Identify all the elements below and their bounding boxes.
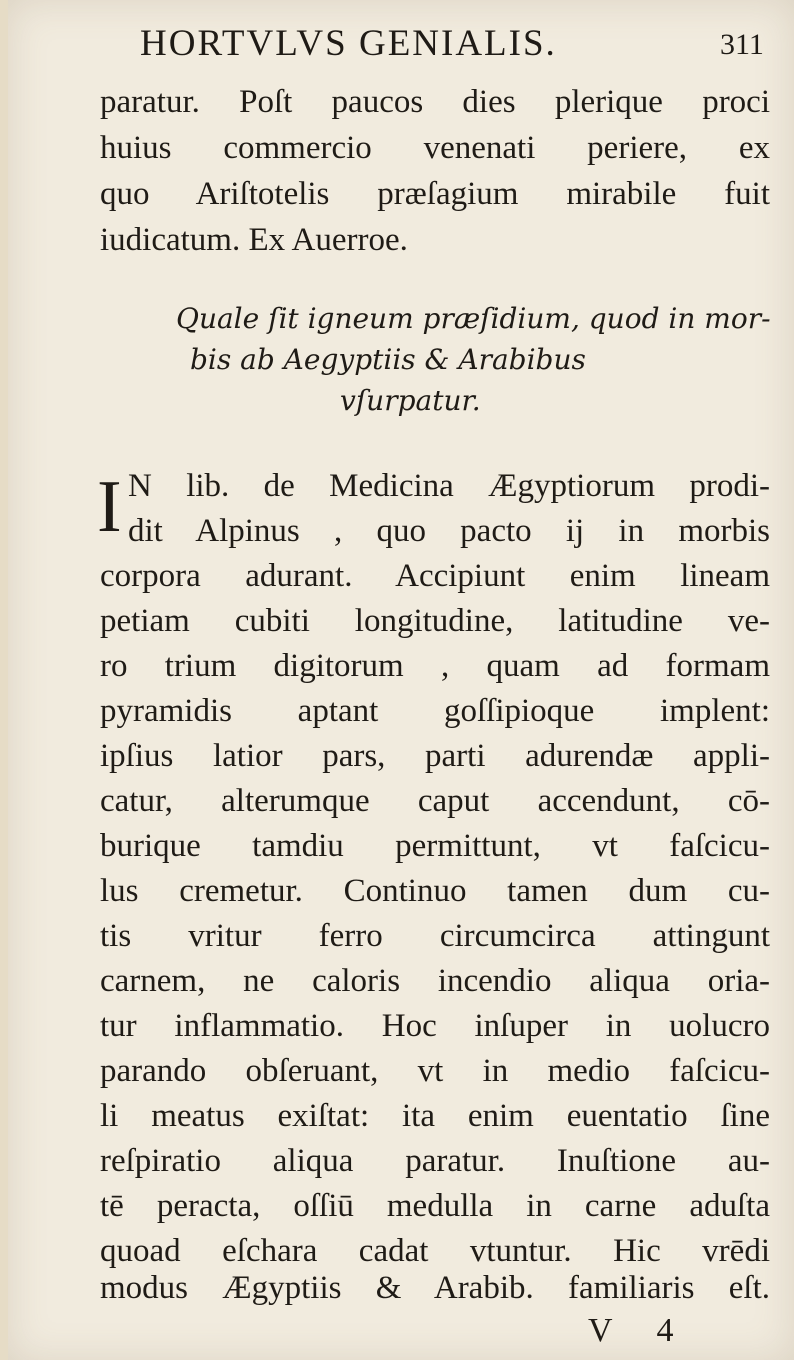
page-edge-bottom <box>0 1360 800 1366</box>
paragraph-2-line: tē peracta, oſſiū medulla in carne aduſta <box>100 1188 770 1224</box>
paragraph-2-line: burique tamdiu permittunt, vt faſcicu- <box>100 828 770 864</box>
section-heading-line: bis ab Aegyptiis & Arabibus <box>190 343 586 376</box>
running-title: HORTVLVS GENIALIS. <box>140 23 557 64</box>
catchword-signature: V 4 <box>588 1312 692 1349</box>
paragraph-1-line: quo Ariſtotelis præſagium mirabile fuit <box>100 176 770 212</box>
paragraph-1-line: huius commercio venenati periere, ex <box>100 130 770 166</box>
paragraph-2-line: petiam cubiti longitudine, latitudine ve- <box>100 603 770 639</box>
paragraph-2-line: ro trium digitorum , quam ad formam <box>100 648 770 684</box>
drop-cap: I <box>97 466 122 548</box>
running-head <box>140 22 764 72</box>
paragraph-2-line: catur, alterumque caput accendunt, cō- <box>100 783 770 819</box>
paragraph-2-line: tis vritur ferro circumcirca attingunt <box>100 918 770 954</box>
paragraph-2-line: corpora adurant. Accipiunt enim lineam <box>100 558 770 594</box>
paragraph-2-line: N lib. de Medicina Ægyptiorum prodi- <box>128 468 770 504</box>
paragraph-1-line: paratur. Poſt paucos dies plerique proci <box>100 84 770 120</box>
paragraph-2-line: carnem, ne caloris incendio aliqua oria- <box>100 963 770 999</box>
section-heading-line: vſurpatur. <box>340 384 481 417</box>
section-heading-line: Quale ſit igneum præſidium, quod in mor- <box>176 302 771 335</box>
paragraph-2-line: ipſius latior pars, parti adurendæ appli- <box>100 738 770 774</box>
page-number: 311 <box>720 28 764 61</box>
paragraph-2-line: parando obſeruant, vt in medio faſcicu- <box>100 1053 770 1089</box>
paragraph-2-line: dit Alpinus , quo pacto ij in morbis <box>128 513 770 549</box>
paragraph-2-line: quoad eſchara cadat vtuntur. Hic vrēdi <box>100 1233 770 1269</box>
paragraph-2-line: modus Ægyptiis & Arabib. familiaris eſt. <box>100 1270 770 1306</box>
paragraph-1-line: iudicatum. Ex Auerroe. <box>100 222 408 258</box>
paragraph-2-line: lus cremetur. Continuo tamen dum cu- <box>100 873 770 909</box>
paragraph-2-line: pyramidis aptant goſſipioque implent: <box>100 693 770 729</box>
paragraph-2-line: tur inflammatio. Hoc inſuper in uolucro <box>100 1008 770 1044</box>
paragraph-2-line: li meatus exiſtat: ita enim euentatio ſine <box>100 1098 770 1134</box>
paragraph-2-line: reſpiratio aliqua paratur. Inuſtione au- <box>100 1143 770 1179</box>
